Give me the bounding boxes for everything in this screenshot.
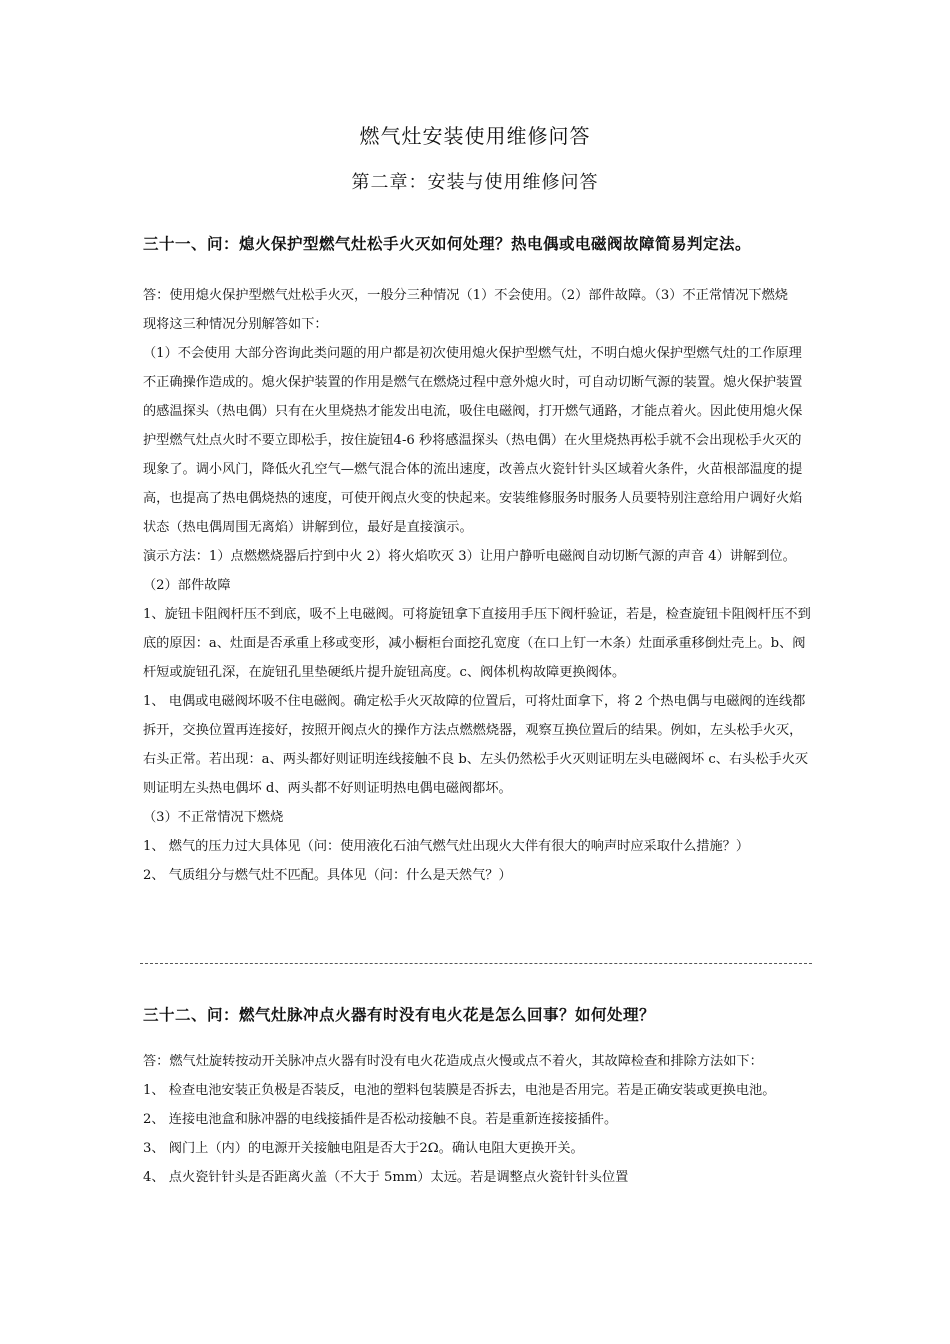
answer-paragraph: 答：使用熄火保护型燃气灶松手火灭，一般分三种情况（1）不会使用。（2）部件故障。（3）不正常情况下燃烧: [143, 288, 788, 303]
qa-section-31: [143, 232, 813, 890]
answer-paragraph: 2、 连接电池盒和脉冲器的电线接插件是否松动接触不良。若是重新连接接插件。: [143, 1112, 618, 1127]
answer-paragraph: （1）不会使用 大部分咨询此类问题的用户都是初次使用熄火保护型燃气灶，不明白熄火保护型燃气灶的工作原理不正确操作造成的。熄火保护装置的作用是燃气在燃烧过程中意外熄火时，可自动切断气源的装置。熄火保护装置的感温探头（热电偶）只有在火里烧热才能发出电流，吸住电磁阀，打开燃气通路，才能点着火。因此使用熄火保护型燃气灶点火时不要立即松手，按住旋钮4-6 秒将感温探头（热电偶）在火里烧热再松手就不会出现松手火灭的现象了。调小风门，降低火孔空气—燃气混合体的流出速度，改善点火瓷针针头区域着火条件，火苗根部温度的提高，也提高了热电偶烧热的速度，可使开阀点火变的快起来。安装维修服务时服务人员要特别注意给用户调好火焰状态（热电偶周围无离焰）讲解到位，最好是直接演示。: [143, 346, 803, 535]
answer-body: [143, 281, 813, 890]
question-heading: 三十二、问：燃气灶脉冲点火器有时没有电火花是怎么回事？如何处理？: [143, 1005, 656, 1024]
answer-paragraph: 1、 燃气的压力过大具体见（问：使用液化石油气燃气灶出现火大伴有很大的响声时应采取什么措施？）: [143, 839, 750, 854]
answer-paragraph: 答：燃气灶旋转按动开关脉冲点火器有时没有电火花造成点火慢或点不着火，其故障检查和排除方法如下：: [143, 1054, 763, 1069]
answer-paragraph: 现将这三种情况分别解答如下：: [143, 317, 328, 332]
document-title: 燃气灶安装使用维修问答: [359, 124, 591, 148]
answer-paragraph: （2）部件故障: [143, 578, 231, 593]
answer-paragraph: 1、 电偶或电磁阀坏吸不住电磁阀。确定松手火灭故障的位置后，可将灶面拿下，将 2 个热电偶与电磁阀的连线都拆开，交换位置再连接好，按照开阀点火的操作方法点燃燃烧器，观察互换位置后的结果。例如，左头松手火灭，右头正常。若出现：a、两头都好则证明连线接触不良 b、左头仍然松手火灭则证明左头电磁阀坏 c、右头松手火灭则证明左头热电偶坏 d、两头都不好则证明热电偶电磁阀都坏。: [143, 694, 809, 796]
answer-paragraph: 演示方法：1）点燃燃烧器后拧到中火 2）将火焰吹灭 3）让用户静听电磁阀自动切断气源的声音 4）讲解到位。: [143, 549, 796, 564]
question-heading: 三十一、问：熄火保护型燃气灶松手火灭如何处理？热电偶或电磁阀故障简易判定法。: [143, 234, 752, 253]
answer-paragraph: 2、 气质组分与燃气灶不匹配。具体见（问：什么是天然气？）: [143, 868, 512, 883]
answer-paragraph: 4、 点火瓷针针头是否距离火盖（不大于 5mm）太远。若是调整点火瓷针针头位置: [143, 1170, 629, 1185]
answer-paragraph: 1、旋钮卡阻阀杆压不到底，吸不上电磁阀。可将旋钮拿下直接用手压下阀杆验证，若是，检查旋钮卡阻阀杆压不到底的原因：a、灶面是否承重上移或变形，减小橱柜台面挖孔宽度（在口上钉一木条）灶面承重移倒灶壳上。b、阀杆短或旋钮孔深，在旋钮孔里垫硬纸片提升旋钮高度。c、阀体机构故障更换阀体。: [143, 607, 811, 680]
section-divider: [140, 963, 812, 964]
answer-paragraph: 1、 检查电池安装正负极是否装反，电池的塑料包装膜是否拆去，电池是否用完。若是正确安装或更换电池。: [143, 1083, 776, 1098]
answer-paragraph: （3）不正常情况下燃烧: [143, 810, 284, 825]
qa-section-32: [143, 1003, 813, 1192]
answer-body: [143, 1047, 813, 1192]
chapter-title: 第二章：安装与使用维修问答: [351, 172, 599, 193]
answer-paragraph: 3、 阀门上（内）的电源开关接触电阻是否大于2Ω。确认电阻大更换开关。: [143, 1141, 584, 1156]
